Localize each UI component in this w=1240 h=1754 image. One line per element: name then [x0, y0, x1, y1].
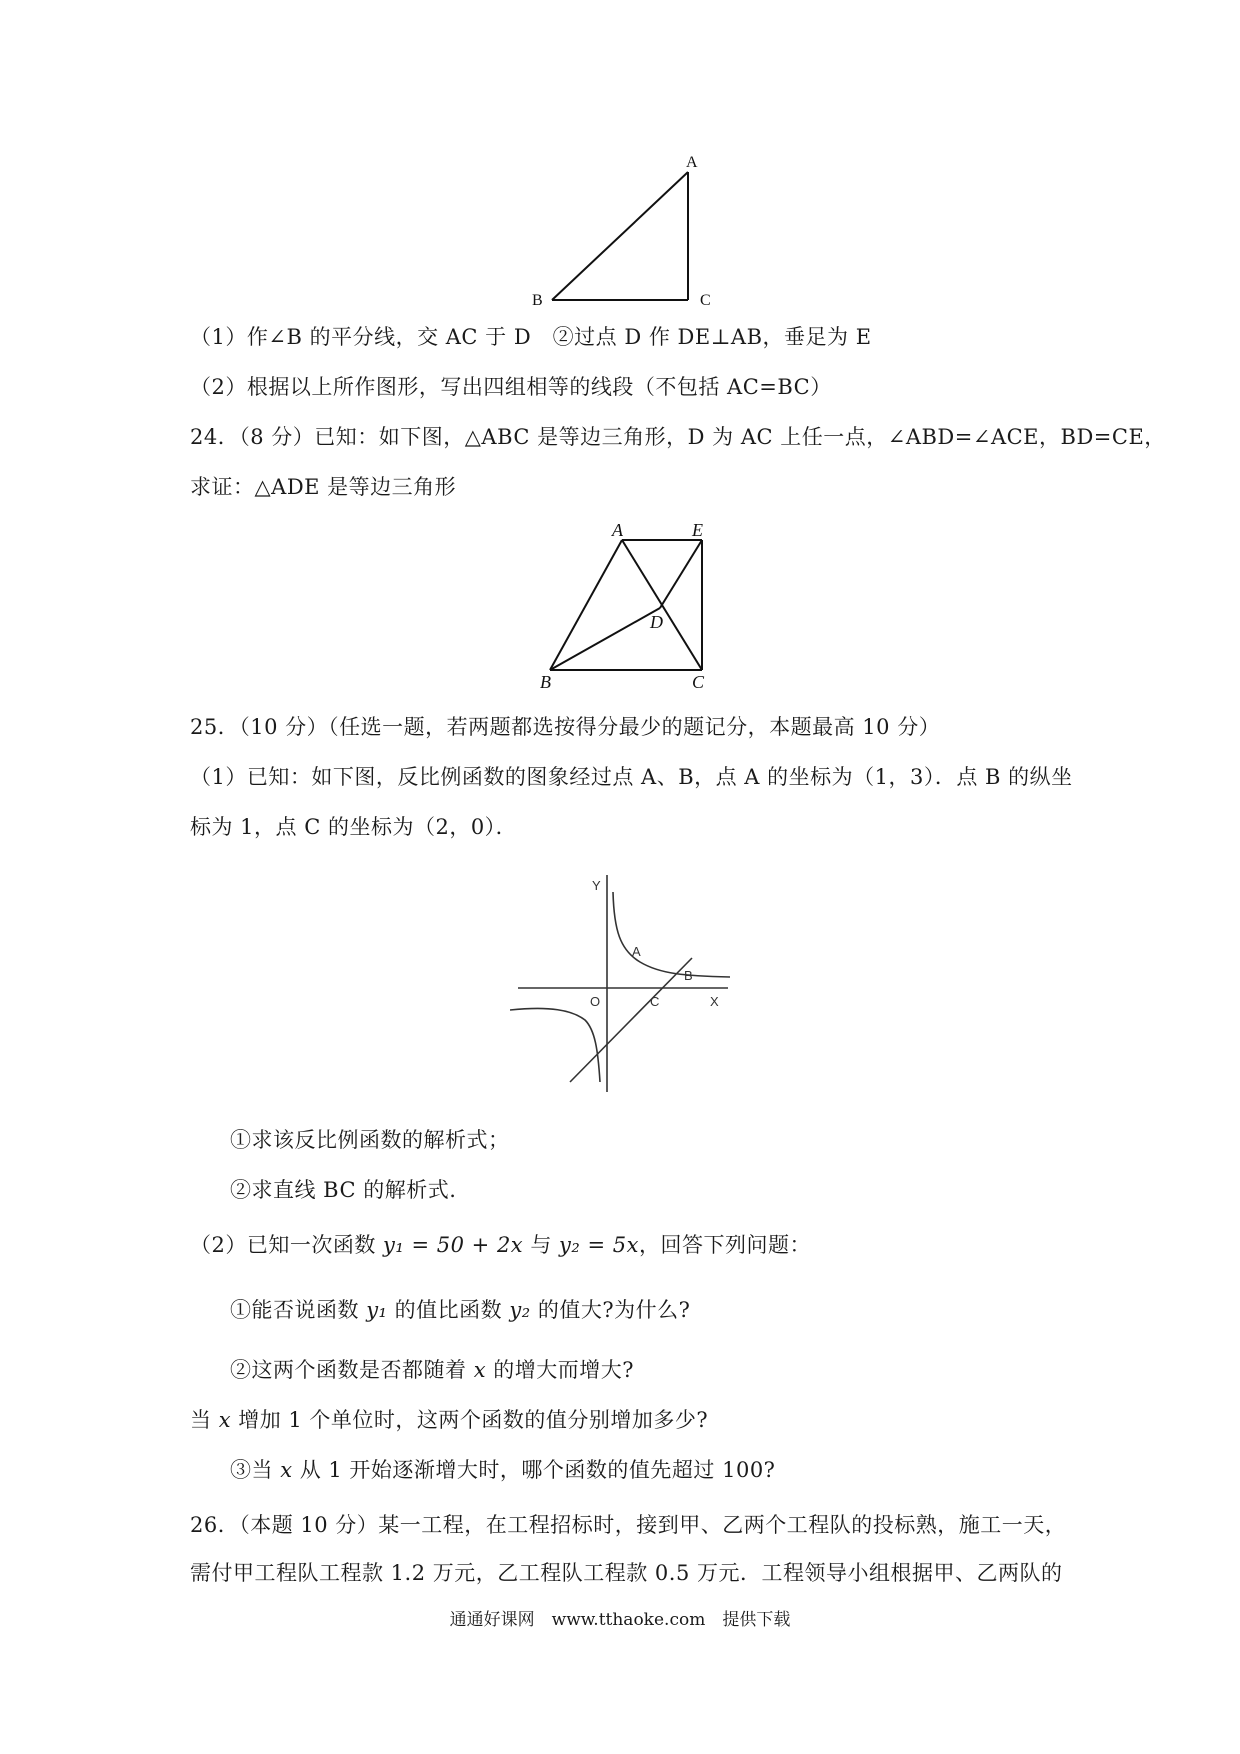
line-bc [570, 958, 692, 1082]
q25-p2-question3: ③当 x 从 1 开始逐渐增大时，哪个函数的值先超过 100? [230, 1458, 776, 1482]
label-c: C [700, 292, 711, 309]
q26-line2: 需付甲工程队工程款 1.2 万元，乙工程队工程款 0.5 万元．工程领导小组根据甲、乙两队的 [190, 1561, 1063, 1585]
label-o: O [590, 994, 601, 1009]
label-b: B [684, 968, 693, 983]
q26-line1: 26．（本题 10 分）某一工程，在工程招标时，接到甲、乙两个工程队的投标熟，施工一天， [190, 1513, 1067, 1537]
q24-line2: 求证：△ADE 是等边三角形 [190, 475, 457, 499]
equilateral-figure [530, 520, 730, 695]
equation-y1: y₁ = 50 + 2x [383, 1233, 524, 1257]
segment-ab [552, 172, 688, 300]
q25-part1-line2: 标为 1，点 C 的坐标为（2，0）． [190, 815, 518, 839]
q25-p2-question2b: 当 x 增加 1 个单位时，这两个函数的值分别增加多少? [190, 1408, 709, 1432]
label-b: B [532, 292, 543, 309]
label-x: X [710, 994, 719, 1009]
label-a: A [612, 520, 623, 540]
q25-intro: 25．（10 分）（任选一题，若两题都选按得分最少的题记分，本题最高 10 分） [190, 715, 941, 739]
equation-y2: y₂ = 5x [559, 1233, 639, 1257]
label-c: C [692, 672, 705, 692]
q25-p2-question1: ①能否说函数 y₁ 的值比函数 y₂ 的值大?为什么? [230, 1298, 691, 1322]
q23-part1: （1）作∠B 的平分线，交 AC 于 D ②过点 D 作 DE⊥AB，垂足为 E [190, 325, 872, 349]
q25-part2: （2）已知一次函数 y₁ = 50 + 2x 与 y₂ = 5x，回答下列问题： [190, 1233, 811, 1257]
label-e: E [692, 520, 703, 540]
label-a: A [686, 154, 698, 171]
label-d: D [650, 612, 663, 632]
q24-line1: 24．（8 分）已知：如下图，△ABC 是等边三角形，D 为 AC 上任一点，∠ABD=∠ACE，BD=CE， [190, 425, 1166, 449]
label-a: A [632, 944, 641, 959]
label-c: C [650, 994, 660, 1009]
q23-part2: （2）根据以上所作图形，写出四组相等的线段（不包括 AC=BC） [190, 375, 832, 399]
q25-sub2: ②求直线 BC 的解析式. [230, 1178, 457, 1202]
q25-part1-line1: （1）已知：如下图，反比例函数的图象经过点 A、B，点 A 的坐标为（1，3）．点 B 的纵坐 [190, 765, 1073, 789]
label-b: B [540, 672, 551, 692]
footer-text: 通通好课网 www.tthaoke.com 提供下载 [449, 1610, 791, 1630]
triangle-abc-figure [520, 150, 720, 315]
q25-sub1: ①求该反比例函数的解析式； [230, 1128, 510, 1152]
q25-p2-question2: ②这两个函数是否都随着 x 的增大而增大? [230, 1358, 634, 1382]
label-y: Y [592, 878, 601, 893]
hyperbola-branch-right [613, 892, 730, 977]
function-graph-figure [510, 870, 740, 1095]
hyperbola-branch-left [510, 1008, 600, 1082]
